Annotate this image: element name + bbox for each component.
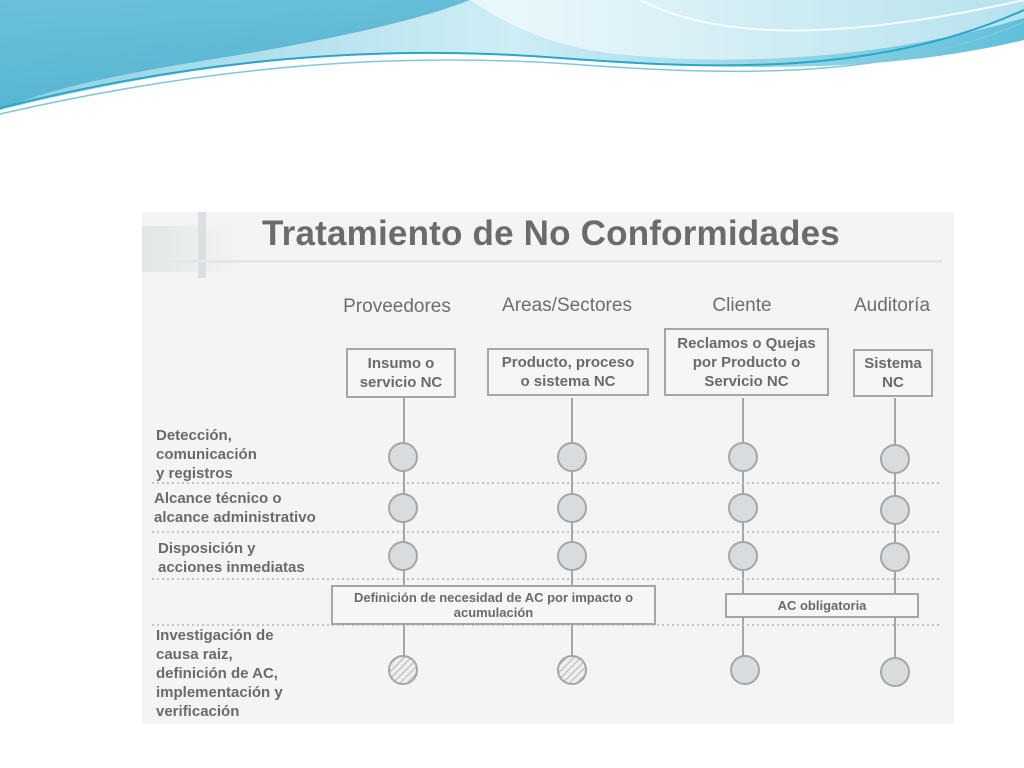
row-label-alcance: Alcance técnico o alcance administrativo — [154, 490, 316, 526]
title-deco-bar-left — [142, 226, 242, 272]
node-circle — [881, 658, 909, 686]
node-circle-hatched — [558, 656, 586, 684]
node-circle — [881, 543, 909, 571]
bar-ac-obligatoria: AC obligatoria — [725, 593, 919, 618]
source-box-auditoria: Sistema NC — [853, 349, 933, 397]
node-circle — [881, 496, 909, 524]
column-heading-auditoria: Auditoría — [853, 295, 931, 316]
title-deco-horizontal — [172, 260, 942, 263]
node-circle — [558, 443, 586, 471]
node-circle — [389, 542, 417, 570]
node-circle — [729, 443, 757, 471]
nonconformity-diagram — [142, 212, 954, 724]
column-heading-areas: Areas/Sectores — [502, 295, 632, 316]
source-box-proveedores: Insumo o servicio NC — [346, 348, 456, 398]
header-wave-decoration — [0, 0, 1024, 130]
node-circle — [389, 443, 417, 471]
node-circle — [729, 494, 757, 522]
row-label-deteccion: Detección, comunicación y registros — [156, 427, 257, 482]
column-heading-cliente: Cliente — [712, 295, 772, 316]
diagram-title: Tratamiento de No Conformidades — [262, 214, 840, 253]
row-label-investigacion: Investigación de causa raiz, definición de AC, implementación y verificación — [156, 627, 283, 720]
node-circle — [558, 494, 586, 522]
node-circle — [731, 656, 759, 684]
column-heading-proveedores: Proveedores — [343, 296, 451, 317]
source-box-cliente: Reclamos o Quejas por Producto o Servicio NC — [664, 328, 829, 396]
node-circle-hatched — [389, 656, 417, 684]
node-circle — [558, 542, 586, 570]
bar-definicion-ac: Definición de necesidad de AC por impacto o acumulación — [331, 585, 656, 625]
node-circle — [729, 542, 757, 570]
node-circle — [389, 494, 417, 522]
title-deco-vertical — [198, 212, 206, 278]
row-label-disposicion: Disposición y acciones inmediatas — [158, 540, 305, 576]
source-box-areas: Producto, proceso o sistema NC — [487, 348, 649, 396]
node-circle — [881, 445, 909, 473]
